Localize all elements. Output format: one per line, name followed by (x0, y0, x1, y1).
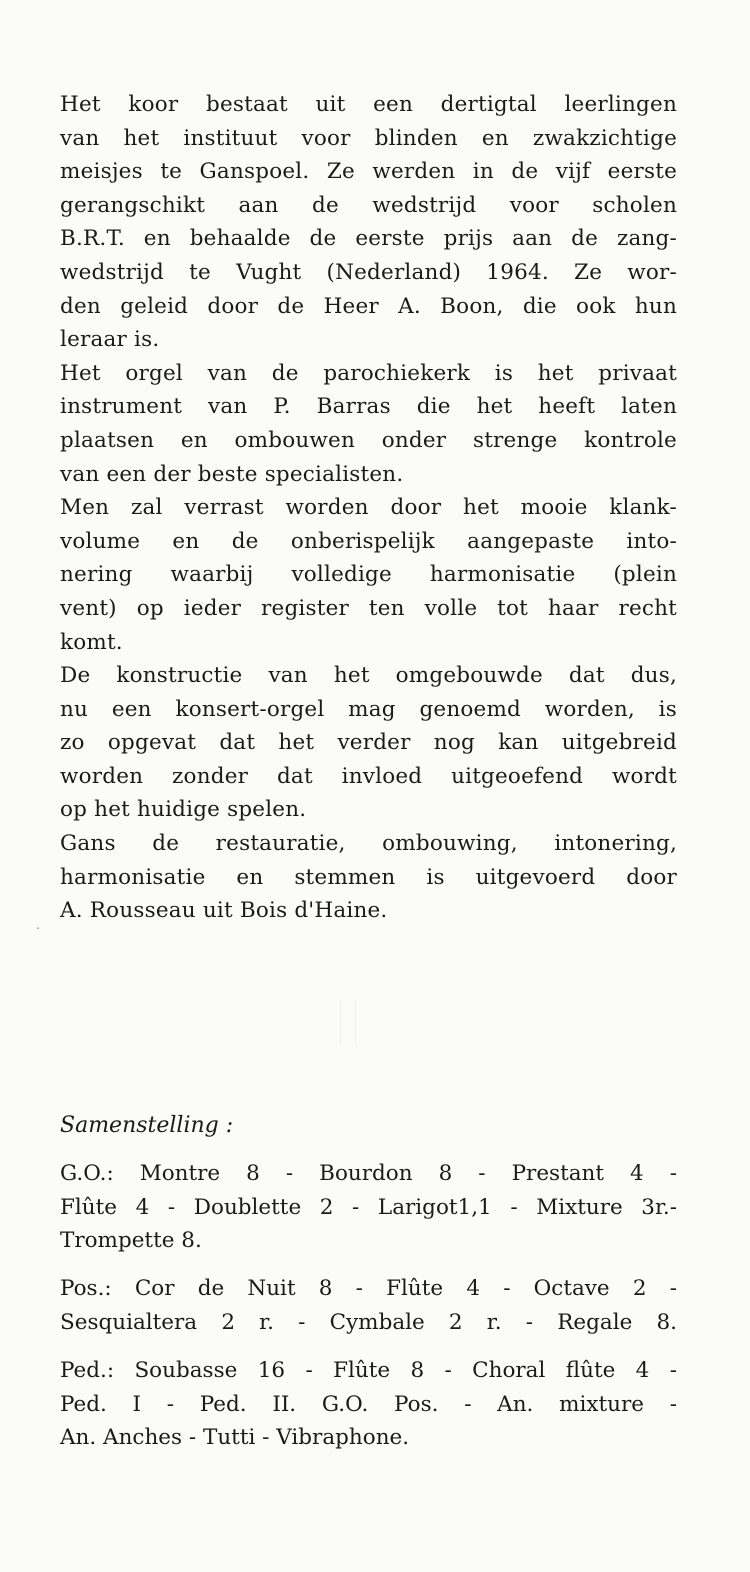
text-line: van het instituut voor blinden en zwakzichtige (60, 125, 677, 151)
text-line: De konstructie van het omgebouwde dat dus, (60, 663, 677, 689)
text-line: plaatsen en ombouwen onder strenge kontrole (60, 427, 677, 453)
paper-blemish (340, 1000, 356, 1044)
spec-go (60, 1157, 677, 1258)
spec-line: Flûte 4 - Doublette 2 - Larigot1,1 - Mixture 3r.- (60, 1194, 677, 1220)
text-line: harmonisatie en stemmen is uitgevoerd door (60, 864, 677, 890)
text-line: gerangschikt aan de wedstrijd voor scholen (60, 192, 677, 218)
text-line: A. Rousseau uit Bois d'Haine. (60, 898, 388, 924)
spec-line: G.O.: Montre 8 - Bourdon 8 - Prestant 4 - (60, 1161, 677, 1186)
stray-dot: . (36, 918, 40, 932)
text-line: op het huidige spelen. (60, 797, 307, 823)
text-line: komt. (60, 629, 123, 655)
text-line: zo opgevat dat het verder nog kan uitgebreid (60, 730, 677, 756)
text-line: volume en de onberispelijk aangepaste into- (60, 528, 677, 554)
spec-line: Ped.: Soubasse 16 - Flûte 8 - Choral flûte 4 - (60, 1358, 677, 1383)
text-line: van een der beste specialisten. (60, 461, 404, 487)
text-line: Het koor bestaat uit een dertigtal leerlingen (60, 92, 677, 117)
text-line: meisjes te Ganspoel. Ze werden in de vijf eerste (60, 159, 677, 185)
text-line: den geleid door de Heer A. Boon, die ook hun (60, 293, 677, 319)
text-line: instrument van P. Barras die het heeft laten (60, 394, 677, 420)
spec-ped (60, 1354, 677, 1455)
text-line: worden zonder dat invloed uitgeoefend wordt (60, 763, 677, 789)
spec-line: Sesquialtera 2 r. - Cymbale 2 r. - Regale 8. (60, 1309, 677, 1335)
text-line: Het orgel van de parochiekerk is het privaat (60, 360, 677, 386)
composition-heading: Samenstelling : (60, 1113, 234, 1138)
text-line: leraar is. (60, 327, 160, 353)
spec-line: Pos.: Cor de Nuit 8 - Flûte 4 - Octave 2 - (60, 1276, 677, 1301)
text-line: vent) op ieder register ten volle tot haar recht (60, 595, 677, 621)
spec-pos (60, 1272, 677, 1339)
text-line: Men zal verrast worden door het mooie klank- (60, 495, 677, 521)
spec-line: Trompette 8. (60, 1228, 202, 1254)
text-line: wedstrijd te Vught (Nederland) 1964. Ze wor- (60, 259, 677, 285)
spec-line: An. Anches - Tutti - Vibraphone. (60, 1425, 410, 1451)
text-line: B.R.T. en behaalde de eerste prijs aan de zang- (60, 226, 677, 252)
text-line: Gans de restauratie, ombouwing, intonering, (60, 831, 677, 857)
text-line: nering waarbij volledige harmonisatie (plein (60, 562, 677, 588)
body-text (60, 88, 677, 928)
spec-line: Ped. I - Ped. II. G.O. Pos. - An. mixture - (60, 1391, 677, 1417)
text-line: nu een konsert-orgel mag genoemd worden, is (60, 696, 677, 722)
